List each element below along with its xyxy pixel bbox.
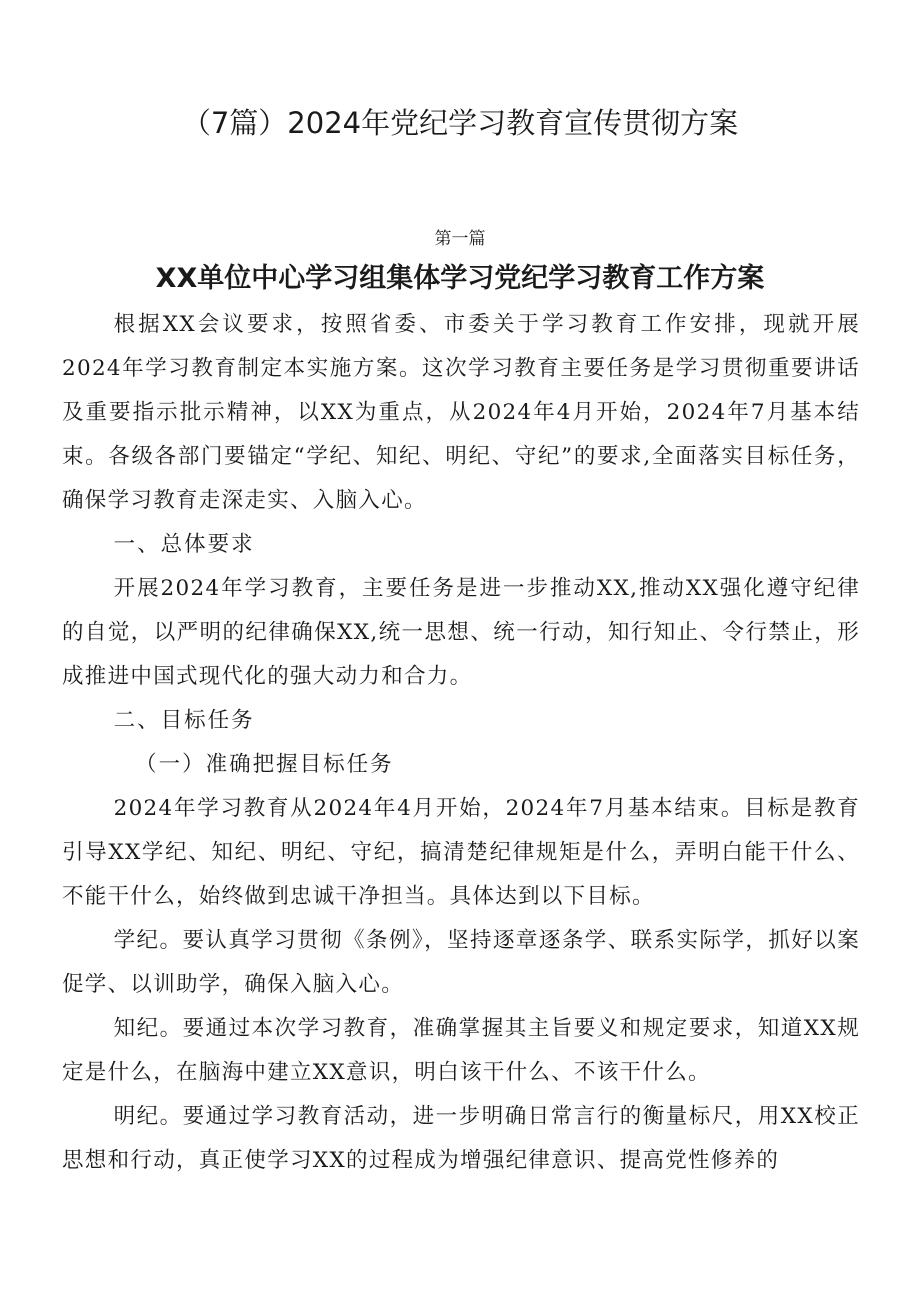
subheading-grasp-goals: （一）准确把握目标任务 <box>135 752 394 777</box>
paragraph-learn-discipline: 学纪。要认真学习贯彻《条例》，坚持逐章逐条学、联系实际学，抓好以案促学、以训助学，确保入脑入心。 <box>62 928 860 997</box>
section-title: XX单位中心学习组集体学习党纪学习教育工作方案 <box>155 263 765 294</box>
paragraph-goals: 2024年学习教育从2024年4月开始，2024年7月基本结束。目标是教育引导XX学纪、知纪、明纪、守纪，搞清楚纪律规矩是什么，弄明白能干什么、不能干什么，始终做到忠诚干净担当。具体达到以下目标。 <box>62 796 860 909</box>
document-title: （7篇）2024年党纪学习教育宣传贯彻方案 <box>181 106 739 140</box>
heading-goals: 二、目标任务 <box>113 708 255 733</box>
paragraph-know-discipline: 知纪。要通过本次学习教育，准确掌握其主旨要义和规定要求，知道XX规定是什么，在脑海中建立XX意识，明白该干什么、不该干什么。 <box>62 1016 860 1085</box>
document-body <box>62 303 860 1183</box>
section-label: 第一篇 <box>434 229 486 249</box>
paragraph-understand-discipline: 明纪。要通过学习教育活动，进一步明确日常言行的衡量标尺，用XX校正思想和行动，真正使学习XX的过程成为增强纪律意识、提高党性修养的 <box>62 1104 860 1173</box>
paragraph-intro: 根据XX会议要求，按照省委、市委关于学习教育工作安排，现就开展2024年学习教育制定本实施方案。这次学习教育主要任务是学习贯彻重要讲话及重要指示批示精神，以XX为重点，从2024年4月开始，2024年7月基本结束。各级各部门要锚定“学纪、知纪、明纪、守纪”的要求,全面落实目标任务，确保学习教育走深走实、入脑入心。 <box>62 312 860 513</box>
paragraph-general-requirements: 开展2024年学习教育，主要任务是进一步推动XX,推动XX强化遵守纪律的自觉，以严明的纪律确保XX,统一思想、统一行动，知行知止、令行禁止，形成推进中国式现代化的强大动力和合力。 <box>62 576 860 689</box>
heading-general-requirements: 一、总体要求 <box>113 532 255 557</box>
